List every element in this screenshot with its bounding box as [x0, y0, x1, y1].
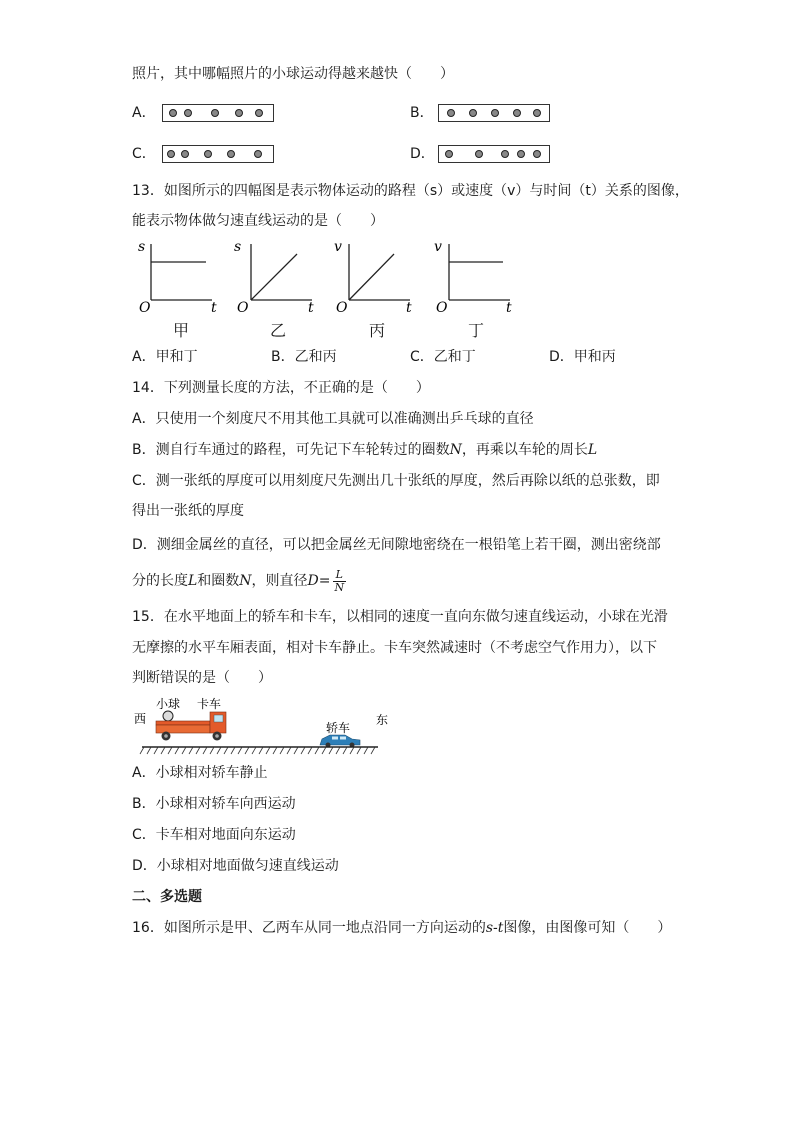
graph-caption-jia: 甲: [173, 321, 190, 340]
q14-option-c-line-2: 得出一张纸的厚度: [132, 503, 244, 519]
ball-dot: [254, 150, 262, 158]
graph-caption-bing: 丙: [369, 321, 386, 340]
ball-dot: [445, 150, 453, 158]
west-label: 西: [134, 712, 147, 726]
ball-label: 小球: [156, 697, 181, 711]
q12-option-c-photo: [162, 145, 274, 163]
question-14-stem: 14．下列测量长度的方法，不正确的是（ ）: [132, 380, 430, 396]
ball-dot: [204, 150, 212, 158]
ground-hatching: [140, 747, 375, 754]
ball-dot: [475, 150, 483, 158]
var-d: D: [307, 573, 319, 589]
q12-option-b-photo: [438, 104, 550, 122]
ball-dot: [181, 150, 189, 158]
ball-dot: [469, 109, 477, 117]
x-axis-label: t: [406, 300, 412, 316]
y-axis-label: s: [138, 239, 146, 255]
ball-dot: [513, 109, 521, 117]
q14-option-b-text: B．测自行车通过的路程，可先记下车轮转过的圈数: [132, 442, 450, 458]
graph-caption-yi: 乙: [270, 321, 287, 340]
ball-dot: [235, 109, 243, 117]
ball-dot: [447, 109, 455, 117]
q14-option-d-text: 分的长度: [132, 573, 188, 589]
origin-label: O: [139, 300, 151, 316]
st-graph-label: s-t: [485, 920, 504, 936]
question-15-line-1: 15．在水平地面上的轿车和卡车，以相同的速度一直向东做匀速直线运动，小球在光滑: [132, 609, 668, 625]
q14-option-a: A．只使用一个刻度尺不用其他工具就可以准确测出乒乓球的直径: [132, 411, 534, 427]
car-icon: [320, 735, 360, 748]
ball: [163, 711, 173, 721]
x-axis-label: t: [506, 300, 512, 316]
origin-label: O: [237, 300, 249, 316]
fraction-numerator: L: [333, 569, 347, 582]
q13-option-a: A．甲和丁: [132, 349, 198, 365]
question-15-line-2: 无摩擦的水平车厢表面，相对卡车静止。卡车突然减速时（不考虑空气作用力），以下: [132, 640, 657, 656]
ball-dot: [255, 109, 263, 117]
var-l: L: [587, 442, 598, 458]
q13-option-b: B．乙和丙: [271, 349, 337, 365]
var-n: N: [449, 442, 462, 458]
q12-option-d-photo: [438, 145, 550, 163]
q13-option-c: C．乙和丁: [410, 349, 476, 365]
question-16-stem: [132, 918, 671, 938]
q12-option-a-letter: A．: [132, 105, 156, 121]
ball-dot: [533, 109, 541, 117]
graph-line: [349, 254, 394, 300]
ball-dot: [227, 150, 235, 158]
graph-caption-ding: 丁: [468, 321, 485, 340]
x-axis-label: t: [308, 300, 314, 316]
var-n: N: [239, 573, 252, 589]
q13-option-d: D．甲和丙: [549, 349, 616, 365]
q14-option-d-text-3: ，则直径: [251, 573, 308, 589]
var-l: L: [188, 573, 198, 589]
question-15-line-3: 判断错误的是（ ）: [132, 670, 272, 686]
q14-option-b: [132, 440, 597, 460]
question-13-line-1: 13．如图所示的四幅图是表示物体运动的路程（s）或速度（v）与时间（t）关系的图像，: [132, 183, 689, 199]
q12-option-b-letter: B．: [410, 105, 434, 121]
q14-option-d-line-2: [132, 566, 346, 596]
ball-dot: [169, 109, 177, 117]
fraction-denominator: N: [334, 580, 345, 594]
q15-option-b: B．小球相对轿车向西运动: [132, 796, 296, 812]
q15-option-d: D．小球相对地面做匀速直线运动: [132, 858, 339, 874]
graph-ding: [432, 238, 532, 318]
ball-dot: [167, 150, 175, 158]
q15-option-c: C．卡车相对地面向东运动: [132, 827, 296, 843]
question-13-line-2: 能表示物体做匀速直线运动的是（ ）: [132, 213, 384, 229]
graph-line: [251, 254, 297, 300]
car-label: 轿车: [326, 721, 351, 735]
east-label: 东: [376, 713, 389, 727]
ball-dot: [517, 150, 525, 158]
ball-dot: [211, 109, 219, 117]
section-title-multiple-choice: 二、多选题: [132, 889, 202, 905]
ball-dot: [533, 150, 541, 158]
question-12-stem: 照片，其中哪幅照片的小球运动得越来越快（ ）: [132, 66, 454, 82]
y-axis-label: v: [434, 239, 442, 255]
truck-label: 卡车: [197, 697, 222, 711]
ball-dot: [491, 109, 499, 117]
diameter-fraction: [333, 569, 347, 594]
q14-option-d-line-1: D．测细金属丝的直径，可以把金属丝无间隙地密绕在一根铅笔上若干圈，测出密绕部: [132, 537, 661, 553]
y-axis-label: v: [334, 239, 342, 255]
q12-option-d-letter: D．: [410, 146, 435, 162]
q12-option-c-letter: C．: [132, 146, 156, 162]
q16-text: 16．如图所示是甲、乙两车从同一地点沿同一方向运动的: [132, 920, 486, 936]
q15-option-a: A．小球相对轿车静止: [132, 765, 268, 781]
y-axis-label: s: [234, 239, 242, 255]
q14-option-b-text-2: ，再乘以车轮的周长: [461, 442, 588, 458]
graph-jia: [134, 238, 234, 318]
graph-yi: [234, 238, 334, 318]
q14-option-d-text-2: 和圈数: [197, 573, 240, 589]
q16-text-2: 图像，由图像可知（ ）: [503, 920, 672, 936]
equals-sign: =: [318, 573, 331, 589]
ball-dot: [501, 150, 509, 158]
truck-car-figure: [130, 694, 390, 756]
q12-option-a-photo: [162, 104, 274, 122]
origin-label: O: [336, 300, 348, 316]
ball-dot: [184, 109, 192, 117]
q14-option-c-line-1: C．测一张纸的厚度可以用刻度尺先测出几十张纸的厚度，然后再除以纸的总张数，即: [132, 473, 660, 489]
x-axis-label: t: [211, 300, 217, 316]
origin-label: O: [436, 300, 448, 316]
graph-bing: [332, 238, 432, 318]
